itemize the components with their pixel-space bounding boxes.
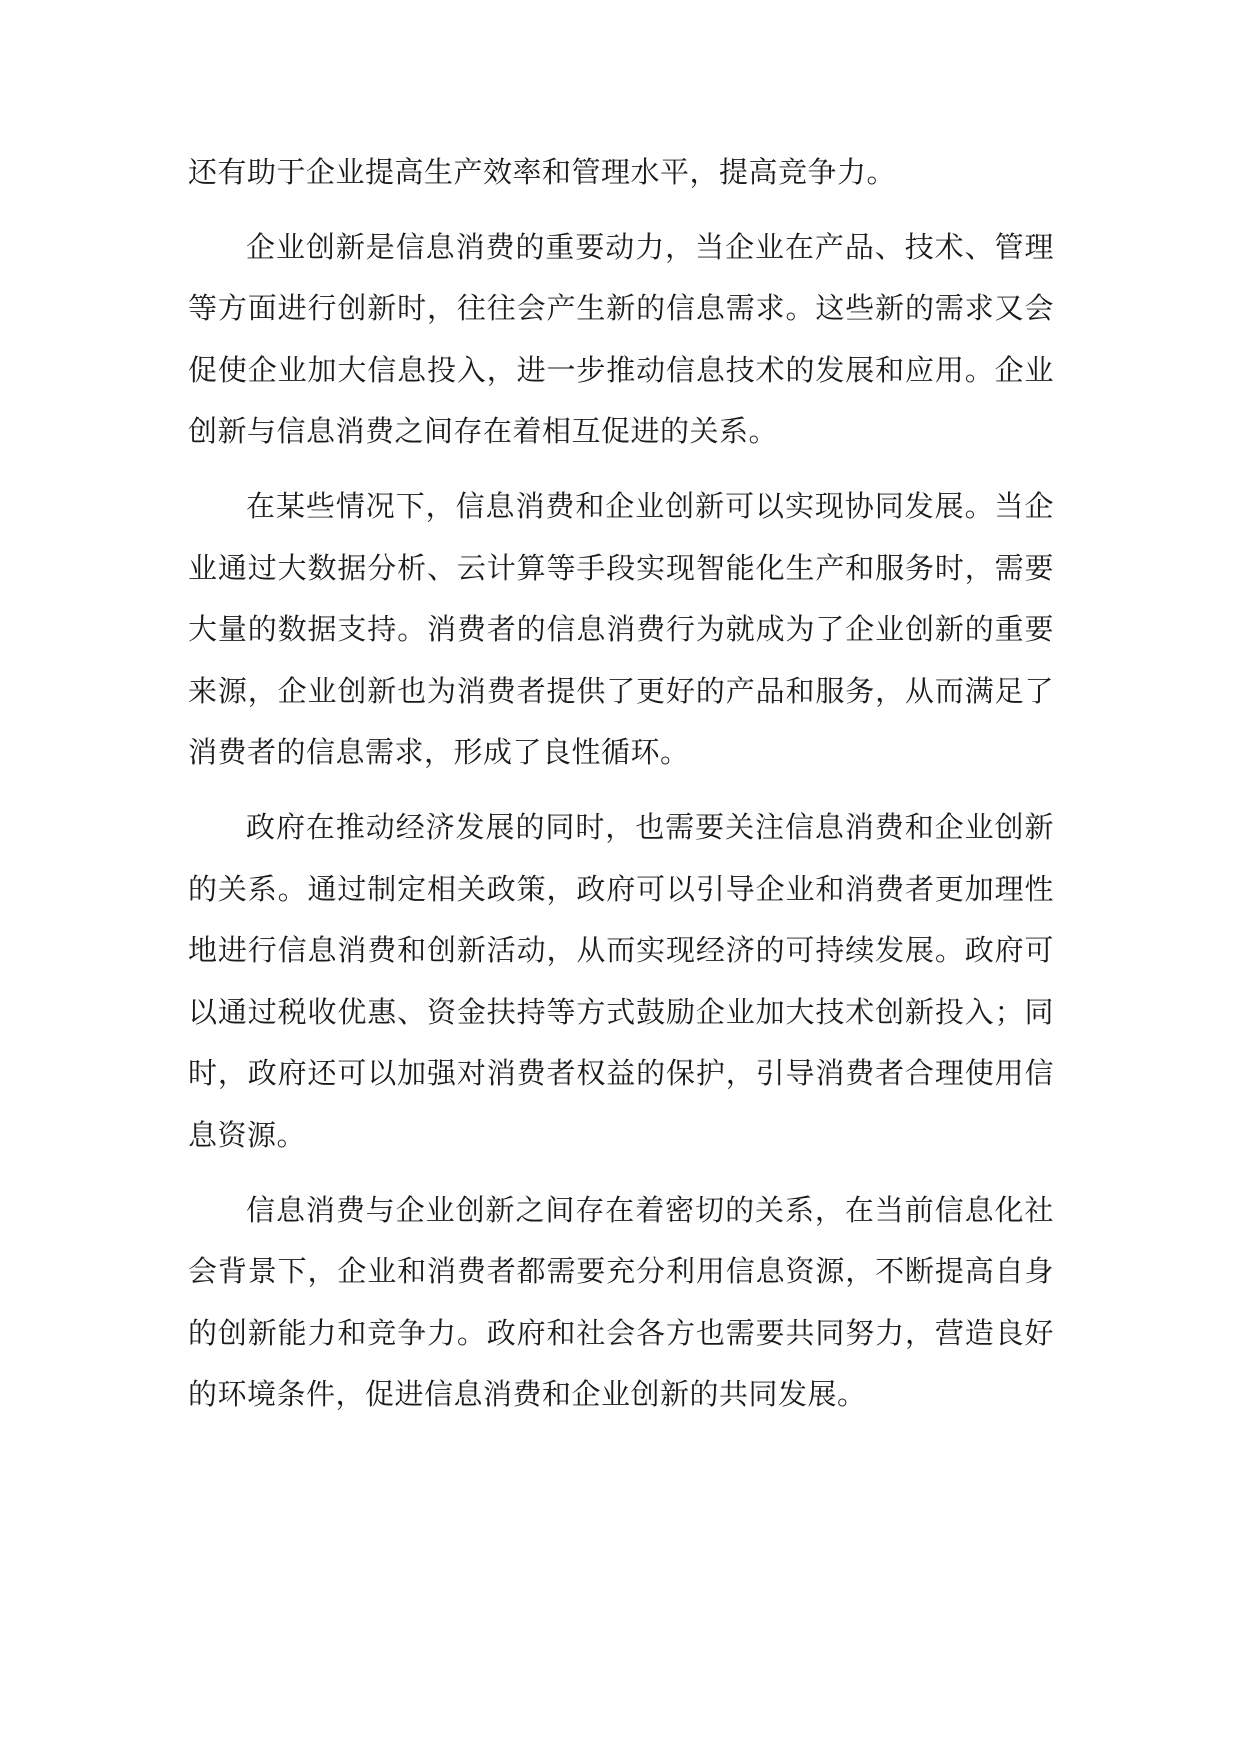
body-text: [188, 142, 1054, 1439]
paragraph-2: 企业创新是信息消费的重要动力，当企业在产品、技术、管理等方面进行创新时，往往会产生新的信息需求。这些新的需求又会促使企业加大信息投入，进一步推动信息技术的发展和应用。企业创新与信息消费之间存在着相互促进的关系。: [188, 229, 1054, 449]
paragraph-1: 还有助于企业提高生产效率和管理水平，提高竞争力。: [188, 155, 897, 189]
paragraph-5: 信息消费与企业创新之间存在着密切的关系，在当前信息化社会背景下，企业和消费者都需要充分利用信息资源，不断提高自身的创新能力和竞争力。政府和社会各方也需要共同努力，营造良好的环境条件，促进信息消费和企业创新的共同发展。: [188, 1192, 1054, 1412]
paragraph-3: 在某些情况下，信息消费和企业创新可以实现协同发展。当企业通过大数据分析、云计算等手段实现智能化生产和服务时，需要大量的数据支持。消费者的信息消费行为就成为了企业创新的重要来源，企业创新也为消费者提供了更好的产品和服务，从而满足了消费者的信息需求，形成了良性循环。: [188, 488, 1054, 770]
paragraph-4: 政府在推动经济发展的同时，也需要关注信息消费和企业创新的关系。通过制定相关政策，政府可以引导企业和消费者更加理性地进行信息消费和创新活动，从而实现经济的可持续发展。政府可以通过税收优惠、资金扶持等方式鼓励企业加大技术创新投入；同时，政府还可以加强对消费者权益的保护，引导消费者合理使用信息资源。: [188, 809, 1054, 1152]
